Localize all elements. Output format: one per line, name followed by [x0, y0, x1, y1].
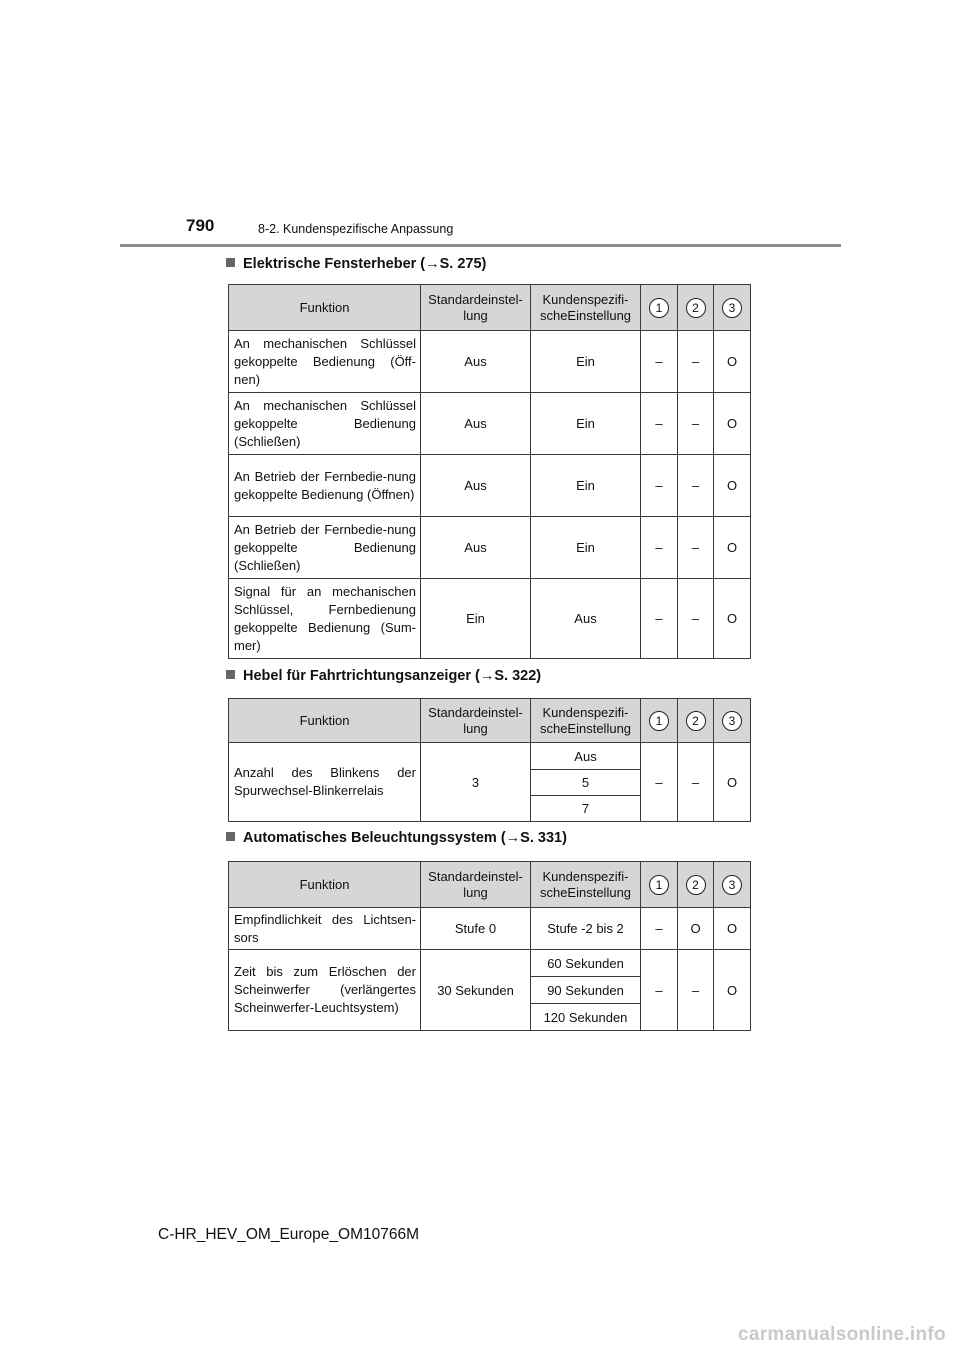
table-row	[229, 908, 751, 950]
cell-c1: –	[641, 455, 678, 517]
circled-number-3-icon: 3	[722, 875, 742, 895]
cell-c2: O	[678, 908, 714, 950]
section-heading-power-windows	[226, 256, 486, 272]
col-header-funktion: Funktion	[229, 285, 421, 331]
bullet-square-icon	[226, 670, 235, 679]
cell-custom-option: 60 Sekunden	[531, 950, 641, 977]
cell-c3: O	[714, 393, 751, 455]
cell-c1: –	[641, 743, 678, 822]
table-power-windows	[228, 284, 751, 659]
circled-number-3-icon: 3	[722, 298, 742, 318]
cell-c2: –	[678, 331, 714, 393]
section-title: Automatisches Beleuchtungssystem (→S. 331)	[243, 830, 567, 846]
table-row	[229, 455, 751, 517]
col-header-kunden: Kundenspezifi-scheEinstellung	[531, 699, 641, 743]
cell-custom: Ein	[531, 455, 641, 517]
cell-default: Aus	[421, 331, 531, 393]
cell-custom-option: 5	[531, 770, 641, 796]
table-header-row	[229, 699, 751, 743]
cell-c1: –	[641, 517, 678, 579]
circled-number-1-icon: 1	[649, 298, 669, 318]
col-header-3	[714, 699, 751, 743]
cell-custom: Ein	[531, 331, 641, 393]
col-header-2	[678, 285, 714, 331]
table-row	[229, 743, 751, 770]
cell-c2: –	[678, 517, 714, 579]
cell-c1: –	[641, 908, 678, 950]
cell-custom-option: 120 Sekunden	[531, 1004, 641, 1031]
cell-default: Stufe 0	[421, 908, 531, 950]
cell-custom-option: 90 Sekunden	[531, 977, 641, 1004]
col-header-3	[714, 285, 751, 331]
cell-c3: O	[714, 517, 751, 579]
cell-custom-option: 7	[531, 796, 641, 822]
table-lighting	[228, 861, 751, 1031]
col-header-kunden: Kundenspezifi-scheEinstellung	[531, 862, 641, 908]
section-heading-lighting	[226, 830, 567, 846]
circled-number-1-icon: 1	[649, 711, 669, 731]
cell-default: Aus	[421, 393, 531, 455]
col-header-1	[641, 699, 678, 743]
col-header-kunden: Kundenspezifi-scheEinstellung	[531, 285, 641, 331]
col-header-funktion: Funktion	[229, 862, 421, 908]
cell-c1: –	[641, 579, 678, 659]
cell-c2: –	[678, 393, 714, 455]
circled-number-2-icon: 2	[686, 875, 706, 895]
cell-custom: Ein	[531, 393, 641, 455]
cell-c3: O	[714, 743, 751, 822]
watermark: carmanualsonline.info	[738, 1324, 946, 1345]
col-header-1	[641, 285, 678, 331]
cell-c2: –	[678, 579, 714, 659]
section-title: Hebel für Fahrtrichtungsanzeiger (→S. 322)	[243, 668, 542, 684]
col-header-funktion: Funktion	[229, 699, 421, 743]
cell-c2: –	[678, 455, 714, 517]
cell-function: Signal für an mechanischen Schlüssel, Fernbedienung gekoppelte Bedienung (Sum-mer)	[229, 579, 421, 659]
col-header-1	[641, 862, 678, 908]
cell-function: An Betrieb der Fernbedie-nung gekoppelte Bedienung (Schließen)	[229, 517, 421, 579]
cell-default: Aus	[421, 517, 531, 579]
col-header-2	[678, 699, 714, 743]
cell-custom-option: Aus	[531, 743, 641, 770]
cell-function: An mechanischen Schlüssel gekoppelte Bedienung (Schließen)	[229, 393, 421, 455]
table-header-row	[229, 862, 751, 908]
cell-function: Zeit bis zum Erlöschen der Scheinwerfer (verlängertes Scheinwerfer-Leuchtsystem)	[229, 950, 421, 1031]
header-divider	[120, 244, 841, 247]
section-heading-turn-signal	[226, 668, 541, 684]
cell-c3: O	[714, 579, 751, 659]
circled-number-1-icon: 1	[649, 875, 669, 895]
cell-c3: O	[714, 950, 751, 1031]
table-row	[229, 950, 751, 977]
chapter-title: 8-2. Kundenspezifische Anpassung	[258, 222, 454, 236]
cell-c1: –	[641, 393, 678, 455]
table-row	[229, 517, 751, 579]
cell-c2: –	[678, 950, 714, 1031]
table-turn-signal	[228, 698, 751, 822]
cell-c1: –	[641, 950, 678, 1031]
section-title: Elektrische Fensterheber (→S. 275)	[243, 256, 487, 272]
bullet-square-icon	[226, 832, 235, 841]
cell-default: Ein	[421, 579, 531, 659]
cell-c1: –	[641, 331, 678, 393]
circled-number-2-icon: 2	[686, 711, 706, 731]
col-header-standard: Standardeinstel-lung	[421, 699, 531, 743]
cell-function: Empfindlichkeit des Lichtsen-sors	[229, 908, 421, 950]
cell-custom: Aus	[531, 579, 641, 659]
cell-function: Anzahl des Blinkens der Spurwechsel-Blinkerrelais	[229, 743, 421, 822]
cell-default: 30 Sekunden	[421, 950, 531, 1031]
cell-function: An mechanischen Schlüssel gekoppelte Bedienung (Öff-nen)	[229, 331, 421, 393]
table-row	[229, 579, 751, 659]
bullet-square-icon	[226, 258, 235, 267]
col-header-standard: Standardeinstel-lung	[421, 285, 531, 331]
cell-custom: Ein	[531, 517, 641, 579]
page-number: 790	[186, 216, 215, 235]
table-header-row	[229, 285, 751, 331]
cell-c3: O	[714, 455, 751, 517]
table-row	[229, 331, 751, 393]
col-header-2	[678, 862, 714, 908]
cell-function: An Betrieb der Fernbedie-nung gekoppelte Bedienung (Öffnen)	[229, 455, 421, 517]
cell-c3: O	[714, 331, 751, 393]
col-header-standard: Standardeinstel-lung	[421, 862, 531, 908]
cell-default: Aus	[421, 455, 531, 517]
circled-number-3-icon: 3	[722, 711, 742, 731]
circled-number-2-icon: 2	[686, 298, 706, 318]
table-row	[229, 393, 751, 455]
cell-c3: O	[714, 908, 751, 950]
document-footer: C-HR_HEV_OM_Europe_OM10766M	[158, 1226, 420, 1243]
cell-custom: Stufe -2 bis 2	[531, 908, 641, 950]
cell-c2: –	[678, 743, 714, 822]
cell-default: 3	[421, 743, 531, 822]
col-header-3	[714, 862, 751, 908]
